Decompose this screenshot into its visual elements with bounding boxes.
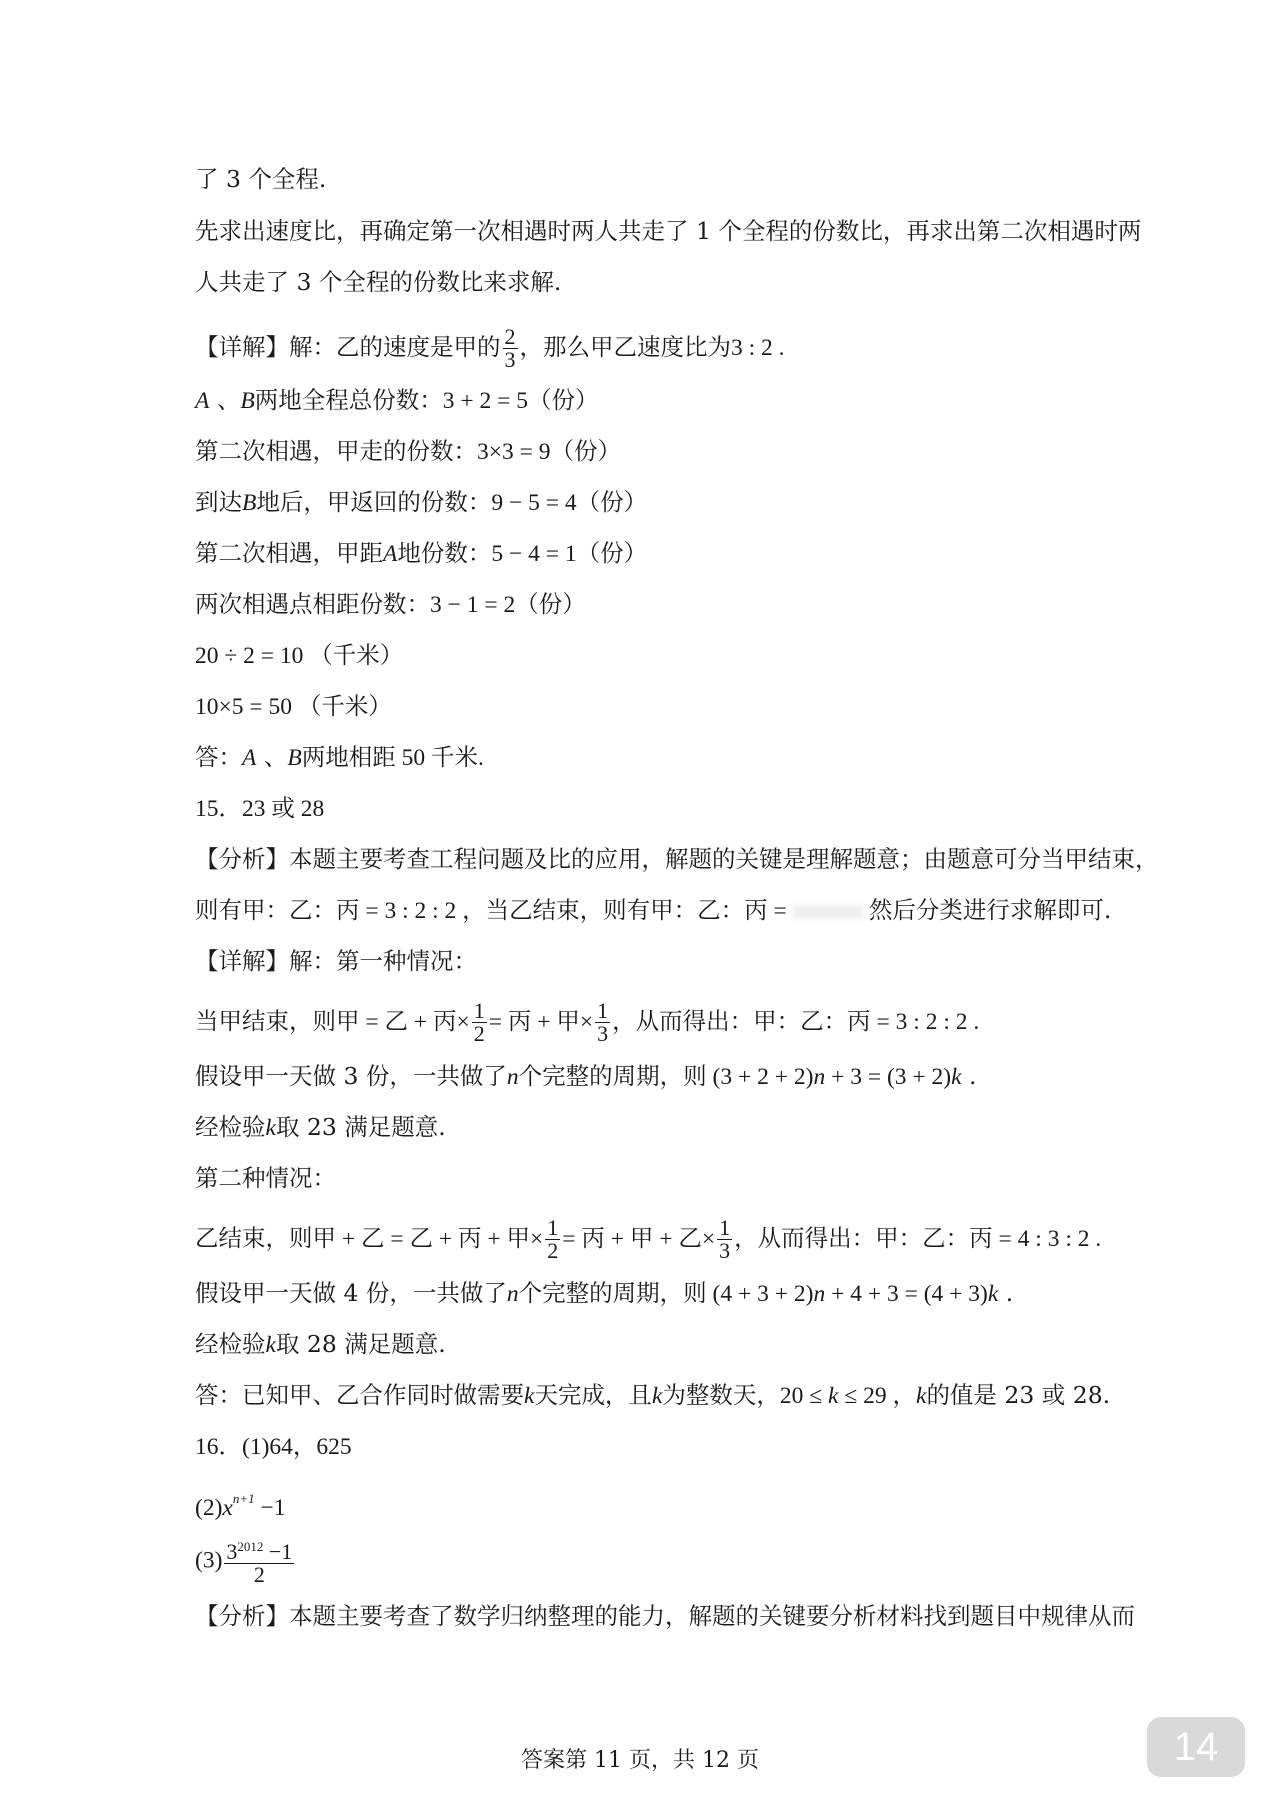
blurred-region [793, 905, 863, 919]
text-line: 【详解】解：第一种情况： [195, 947, 477, 975]
text-line: $(2)x^{n+1} -1$ [195, 1491, 286, 1521]
text-line: (3) $\frac{3^{2012} -1}{2}$ [195, 1536, 1100, 1586]
text-line: 先求出速度比，再确定第一次相遇时两人共走了 1 个全程的份数比，再求出第二次相遇时两 [195, 217, 1142, 245]
text-line: 第二次相遇，甲距A地份数：5 − 4 = 1（份） [195, 539, 648, 567]
text-line: 答：已知甲、乙合作同时做需要k天完成，且k为整数天，20 ≤ k ≤ 29 ，k的值是 23 或 28. [195, 1381, 1111, 1409]
text-line: 第二次相遇，甲走的份数：3×3 = 9（份） [195, 439, 622, 465]
fraction: $\frac{1}{3}$ [597, 998, 609, 1046]
page-number-badge[interactable]: 14 [1147, 1717, 1245, 1777]
text-line: 乙结束，则甲 + 乙 = 乙 + 丙 + 甲× $\frac{1}{2}$ = 丙 + 甲 + 乙× $\frac{1}{3}$ ，从而得出：甲：乙：丙 = 4 : 3 : 2 . [195, 1215, 1102, 1263]
text-line: 经检验k取 23 满足题意. [195, 1113, 446, 1141]
fraction: $\frac{1}{3}$ [719, 1215, 731, 1263]
question-number: 16．(1)64，625 [195, 1434, 352, 1460]
page-footer: 答案第 11 页，共 12 页 [521, 1748, 759, 1773]
text-line: 了 3 个全程. [195, 165, 327, 193]
text-line: 到达B地后，甲返回的份数：9 − 5 = 4（份） [195, 488, 648, 516]
text-line: 假设甲一天做 4 份，一共做了n个完整的周期，则 (4 + 3 + 2)n + 4 + 3 = (4 + 3)k . [195, 1279, 1014, 1307]
text-line: 【分析】本题主要考查了数学归纳整理的能力，解题的关键要分析材料找到题目中规律从而 [195, 1602, 1135, 1630]
question-number: 15．23 或 28 [195, 796, 325, 822]
text-line: 两次相遇点相距份数：3 − 1 = 2（份） [195, 592, 586, 618]
text-line: A 、B两地全程总份数：3 + 2 = 5（份） [195, 386, 599, 414]
text-line: 假设甲一天做 3 份，一共做了n个完整的周期，则 (3 + 2 + 2)n + 3 = (3 + 2)k . [195, 1062, 977, 1090]
text-line: 【详解】解：乙的速度是甲的 $\frac{2}{3}$ ，那么甲乙速度比为3 : 2 . [195, 324, 785, 372]
text-line: 答：A 、B两地相距 50 千米. [195, 743, 484, 771]
text-line: 当甲结束，则甲 = 乙 + 丙× $\frac{1}{2}$ = 丙 + 甲× $\frac{1}{3}$ ，从而得出：甲：乙：丙 = 3 : 2 : 2 . [195, 998, 980, 1046]
text-line: 经检验k取 28 满足题意. [195, 1330, 446, 1358]
fraction: $\frac{1}{2}$ [547, 1215, 559, 1263]
text-line: 则有甲：乙：丙 = 3 : 2 : 2 ，当乙结束，则有甲：乙：丙 = 然后分类进行求解即可. [195, 896, 1112, 924]
fraction: $\frac{3^{2012} -1}{2}$ [226, 1539, 293, 1587]
text-line: 【分析】本题主要考查工程问题及比的应用，解题的关键是理解题意；由题意可分当甲结束， [195, 845, 1159, 873]
fraction: $\frac{2}{3}$ [504, 324, 516, 372]
text-line: 人共走了 3 个全程的份数比来求解. [195, 268, 562, 296]
text-line: 第二种情况： [195, 1164, 336, 1192]
text-line: 20 ÷ 2 = 10 （千米） [195, 643, 404, 669]
text-line: 10×5 = 50 （千米） [195, 694, 392, 720]
fraction: $\frac{1}{2}$ [473, 998, 485, 1046]
